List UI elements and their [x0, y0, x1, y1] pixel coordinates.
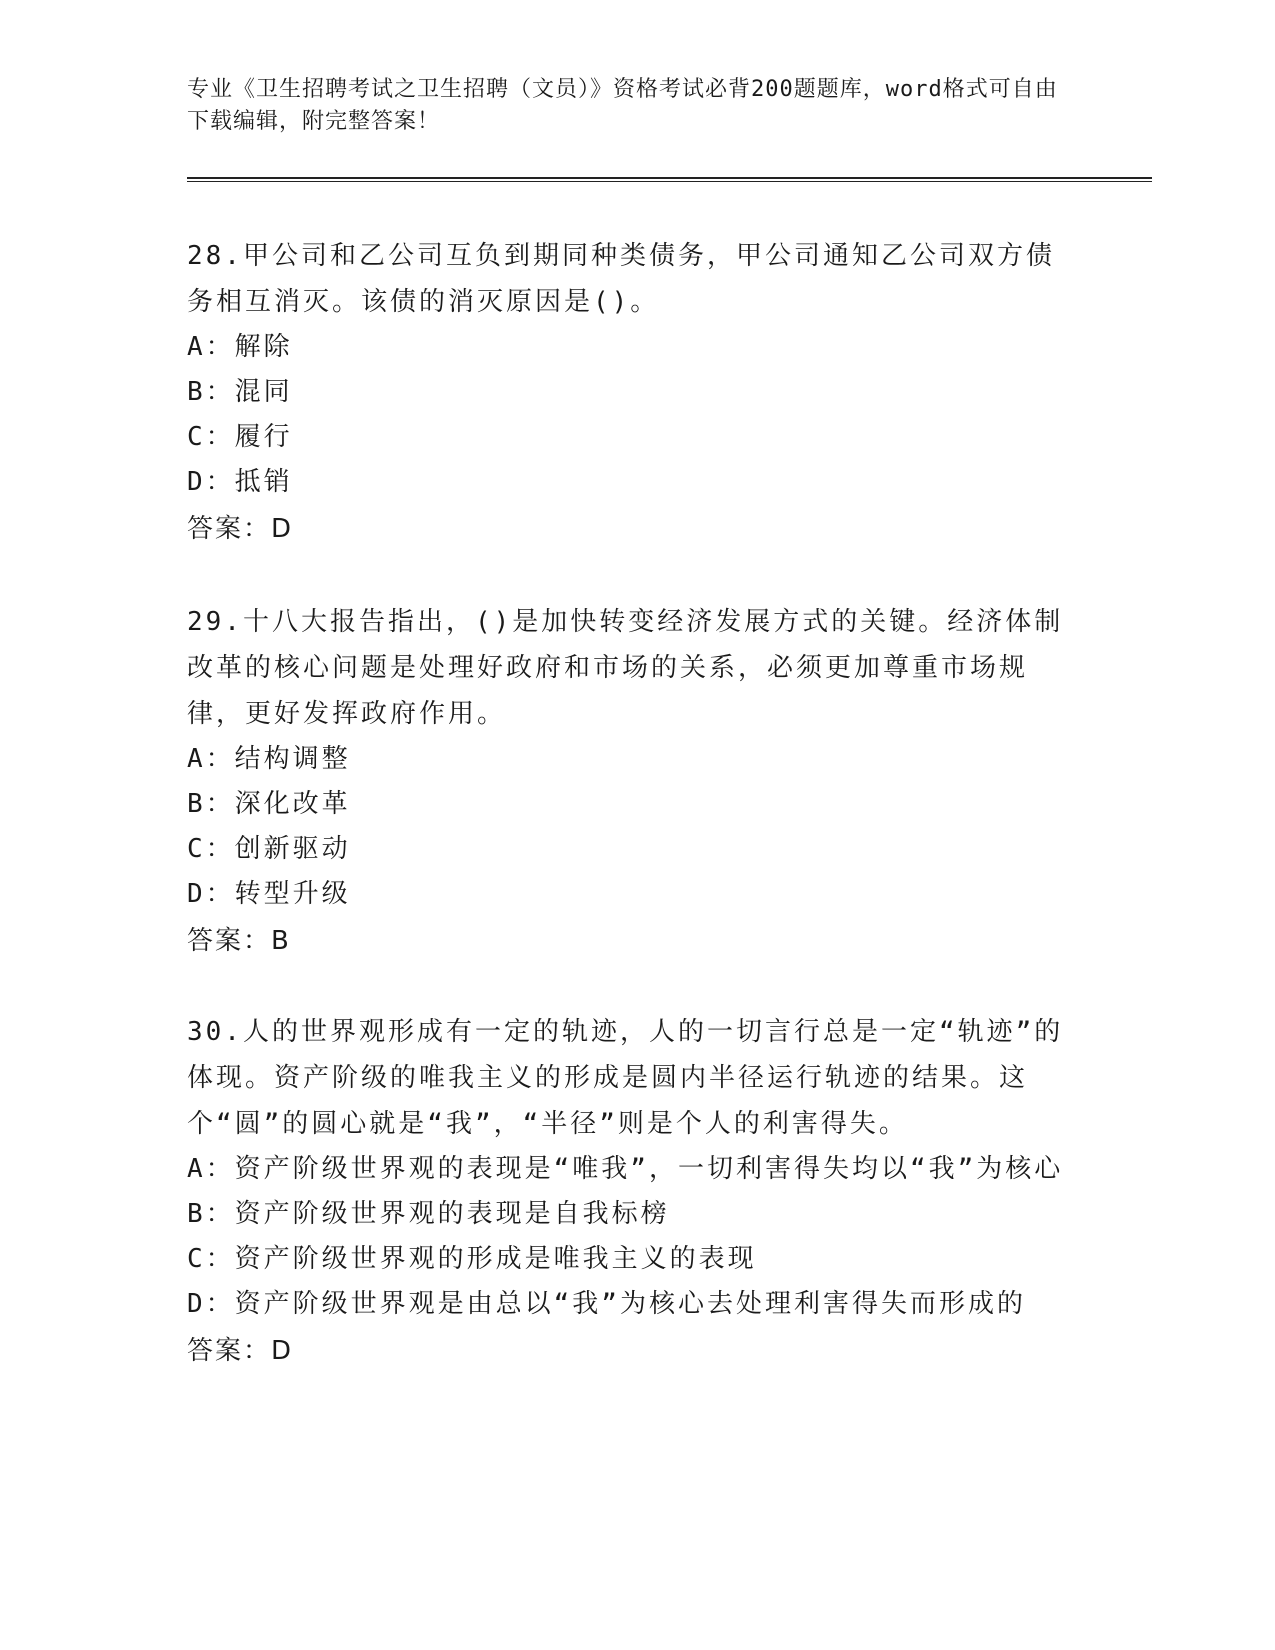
- option-b: B：混同: [187, 377, 293, 407]
- question-stem: 28.甲公司和乙公司互负到期同种类债务，甲公司通知乙公司双方债务相互消灭。该债的消灭原因是()。: [187, 241, 1055, 317]
- answer: 答案：B: [187, 926, 291, 956]
- option-c: C：资产阶级世界观的形成是唯我主义的表现: [187, 1244, 757, 1274]
- option-a: A：解除: [187, 332, 293, 362]
- option-a: A：结构调整: [187, 744, 351, 774]
- document-header: 专业《卫生招聘考试之卫生招聘（文员）》资格考试必背200题题库，word格式可自由下载编辑，附完整答案！: [187, 77, 1058, 134]
- question-29: [187, 599, 1077, 965]
- header-rule-thick: [187, 177, 1152, 179]
- answer: 答案：D: [187, 514, 294, 544]
- option-b: B：资产阶级世界观的表现是自我标榜: [187, 1199, 670, 1229]
- option-d: D：资产阶级世界观是由总以“我”为核心去处理利害得失而形成的: [187, 1289, 1026, 1319]
- answer: 答案：D: [187, 1336, 294, 1366]
- question-30: [187, 1009, 1077, 1375]
- question-28: [187, 233, 1077, 553]
- option-b: B：深化改革: [187, 789, 351, 819]
- option-c: C：履行: [187, 422, 293, 452]
- question-stem: 30.人的世界观形成有一定的轨迹，人的一切言行总是一定“轨迹”的体现。资产阶级的唯我主义的形成是圆内半径运行轨迹的结果。这个“圆”的圆心就是“我”，“半径”则是个人的利害得失。: [187, 1017, 1064, 1139]
- option-d: D：抵销: [187, 467, 293, 497]
- question-stem: 29.十八大报告指出，()是加快转变经济发展方式的关键。经济体制改革的核心问题是处理好政府和市场的关系，必须更加尊重市场规律，更好发挥政府作用。: [187, 607, 1064, 729]
- header-rule-thin: [187, 181, 1152, 182]
- option-c: C：创新驱动: [187, 834, 351, 864]
- option-a: A：资产阶级世界观的表现是“唯我”，一切利害得失均以“我”为核心: [187, 1154, 1064, 1184]
- option-d: D：转型升级: [187, 879, 351, 909]
